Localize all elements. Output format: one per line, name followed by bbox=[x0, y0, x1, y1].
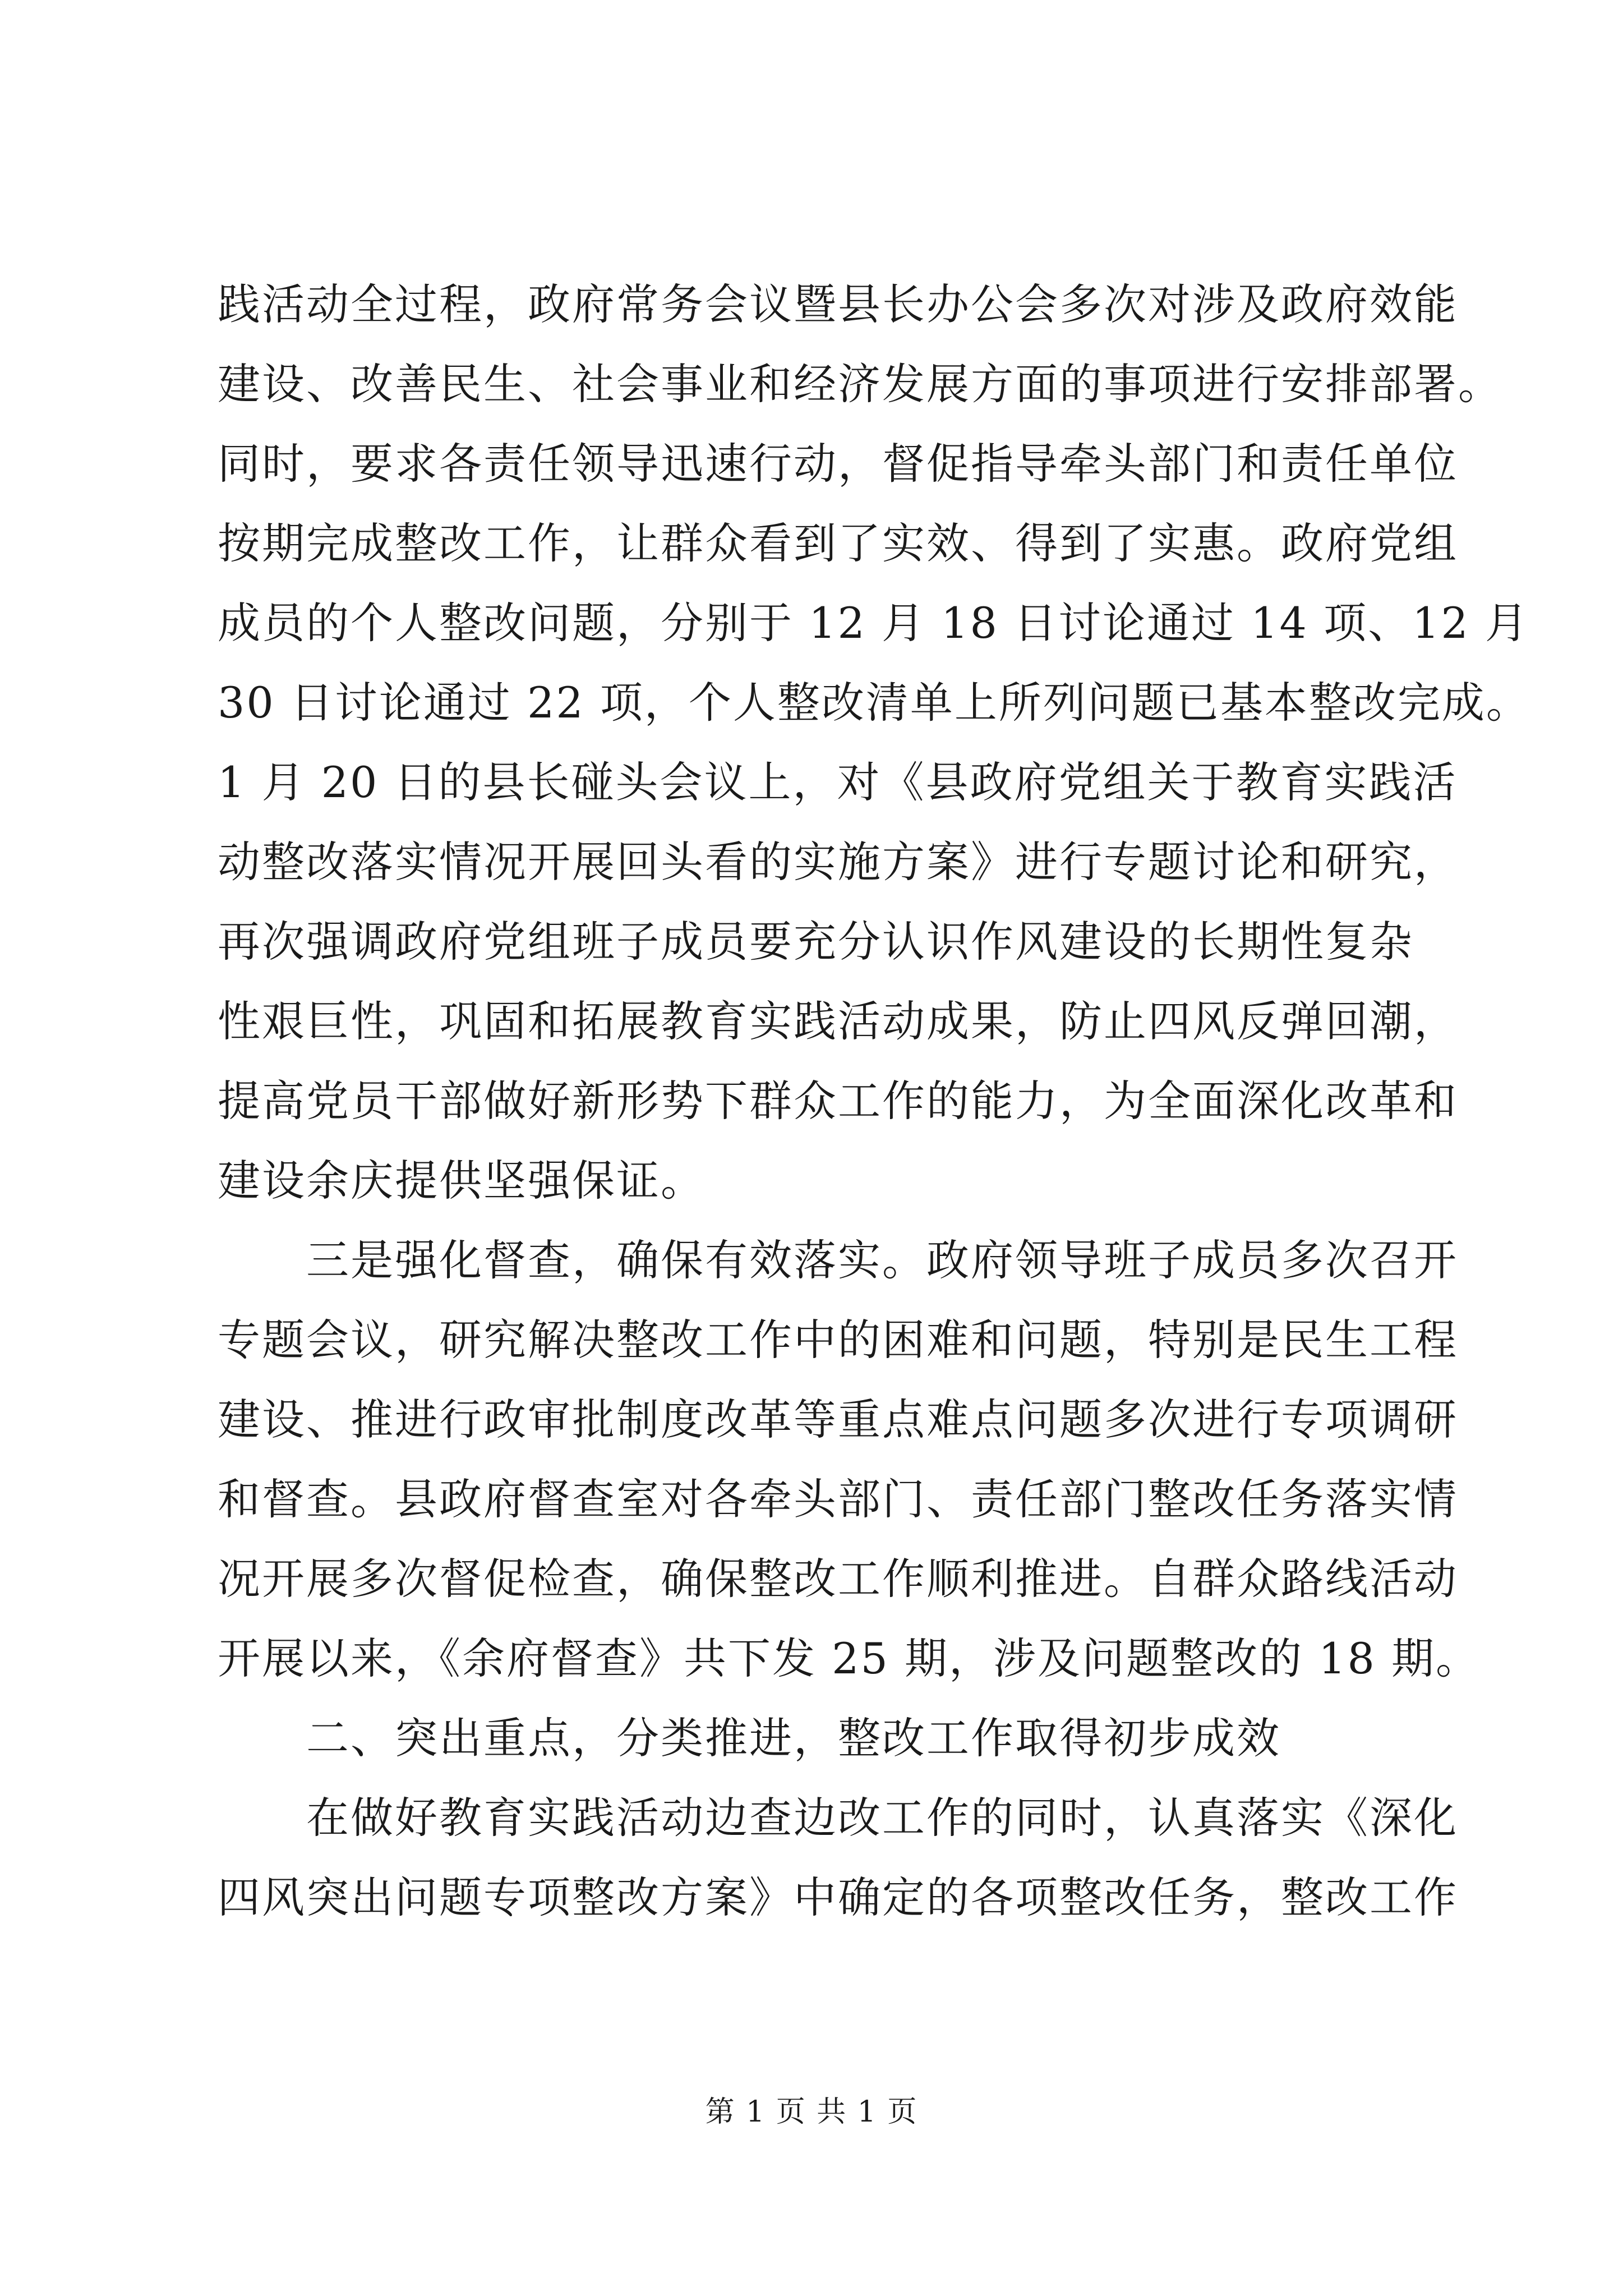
text-line: 1 月 20 日的县长碰头会议上，对《县政府党组关于教育实践活 bbox=[218, 757, 1458, 807]
paragraph-start-line: 三是强化督查，确保有效落实。政府领导班子成员多次召开 bbox=[306, 1235, 1458, 1285]
text-line: 践活动全过程，政府常务会议暨县长办公会多次对涉及政府效能 bbox=[218, 279, 1458, 329]
text-line: 动整改落实情况开展回头看的实施方案》进行专题讨论和研究， bbox=[218, 837, 1458, 887]
text-line: 四风突出问题专项整改方案》中确定的各项整改任务，整改工作 bbox=[218, 1872, 1458, 1922]
text-line: 同时，要求各责任领导迅速行动，督促指导牵头部门和责任单位 bbox=[218, 439, 1458, 489]
text-line: 专题会议，研究解决整改工作中的困难和问题，特别是民生工程 bbox=[218, 1315, 1458, 1365]
text-line: 建设、推进行政审批制度改革等重点难点问题多次进行专项调研 bbox=[218, 1395, 1458, 1444]
paragraph-start-line: 在做好教育实践活动边查边改工作的同时，认真落实《深化 bbox=[306, 1793, 1458, 1843]
body-text bbox=[218, 265, 1530, 1938]
page-footer: 第 1 页 共 1 页 bbox=[705, 2095, 918, 2129]
text-line: 况开展多次督促检查，确保整改工作顺利推进。自群众路线活动 bbox=[218, 1554, 1458, 1604]
text-line: 成员的个人整改问题，分别于 12 月 18 日讨论通过 14 项、12 月 bbox=[218, 598, 1529, 648]
text-line: 性艰巨性，巩固和拓展教育实践活动成果，防止四风反弹回潮， bbox=[218, 996, 1458, 1046]
text-line: 建设余庆提供坚强保证。 bbox=[218, 1156, 705, 1205]
text-line: 和督查。县政府督查室对各牵头部门、责任部门整改任务落实情 bbox=[218, 1474, 1458, 1524]
section-heading: 二、突出重点，分类推进，整改工作取得初步成效 bbox=[306, 1713, 1281, 1763]
text-line: 建设、改善民生、社会事业和经济发展方面的事项进行安排部署。 bbox=[218, 359, 1502, 409]
text-line: 开展以来，《余府督查》共下发 25 期，涉及问题整改的 18 期。 bbox=[218, 1634, 1481, 1683]
text-line: 按期完成整改工作，让群众看到了实效、得到了实惠。政府党组 bbox=[218, 518, 1458, 568]
text-line: 提高党员干部做好新形势下群众工作的能力，为全面深化改革和 bbox=[218, 1076, 1458, 1126]
text-line: 30 日讨论通过 22 项，个人整改清单上所列问题已基本整改完成。 bbox=[218, 678, 1530, 728]
text-line: 再次强调政府党组班子成员要充分认识作风建设的长期性复杂 bbox=[218, 917, 1414, 967]
